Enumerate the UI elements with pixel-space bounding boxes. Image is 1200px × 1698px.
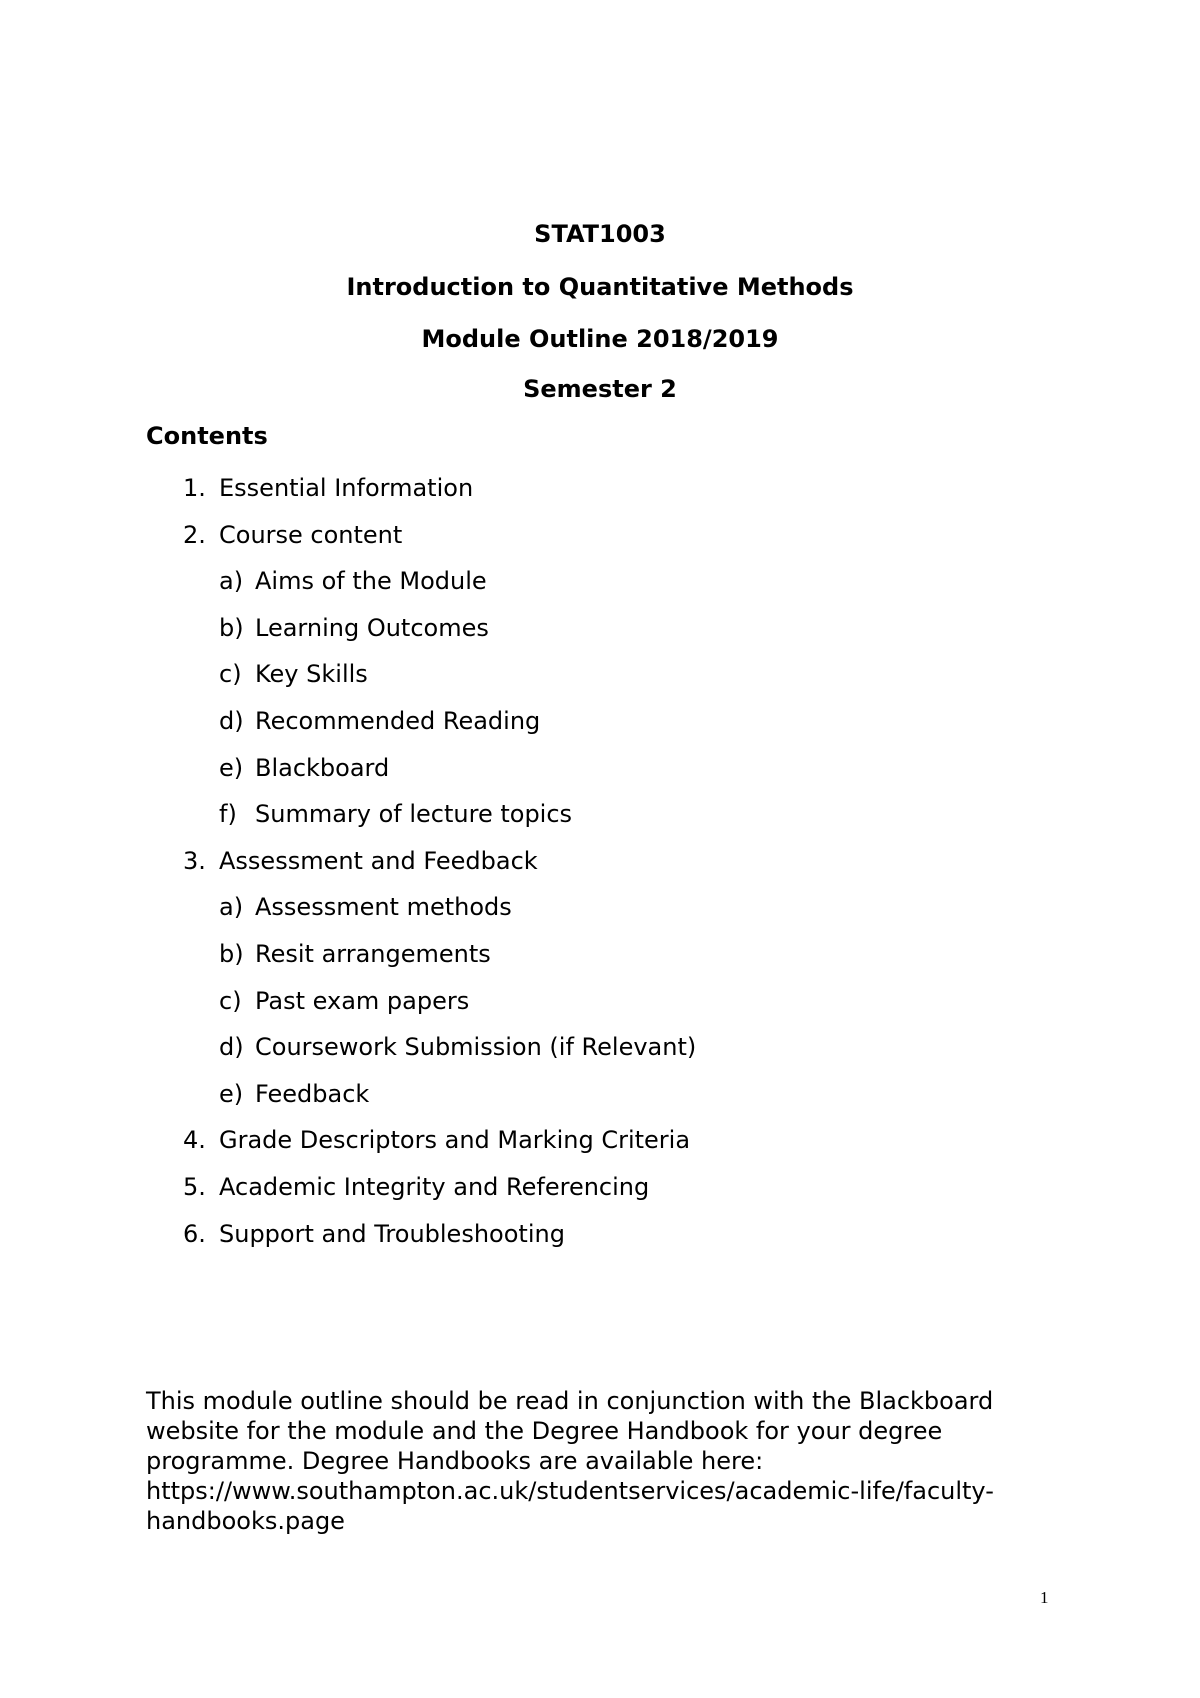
course-code: STAT1003 <box>534 220 666 248</box>
note-line: handbooks.page <box>146 1507 345 1535</box>
semester-label: Semester 2 <box>523 375 677 403</box>
toc-marker: 5. <box>183 1173 206 1201</box>
toc-marker: 1. <box>183 474 206 502</box>
toc-marker: 3. <box>183 847 206 875</box>
toc-text: Blackboard <box>255 754 390 782</box>
toc-marker: 4. <box>183 1126 206 1154</box>
toc-marker: c) <box>219 987 242 1015</box>
toc-marker: a) <box>219 893 244 921</box>
toc-text: Past exam papers <box>255 987 470 1015</box>
note-line: https://www.southampton.ac.uk/studentservices/academic-life/faculty- <box>146 1477 994 1505</box>
toc-marker: f) <box>219 800 237 828</box>
toc-text: Summary of lecture topics <box>255 800 573 828</box>
toc-marker: e) <box>219 1080 244 1108</box>
contents-heading: Contents <box>146 422 268 450</box>
toc-marker: d) <box>219 707 244 735</box>
toc-text: Feedback <box>255 1080 370 1108</box>
note-line: programme. Degree Handbooks are available here: <box>146 1447 764 1475</box>
toc-marker: 6. <box>183 1220 206 1248</box>
toc-text: Resit arrangements <box>255 940 491 968</box>
handbook-note <box>146 1386 1046 1536</box>
toc-marker: b) <box>219 940 244 968</box>
toc-text: Academic Integrity and Referencing <box>219 1173 650 1201</box>
toc-text: Recommended Reading <box>255 707 541 735</box>
toc-marker: c) <box>219 660 242 688</box>
toc-text: Assessment and Feedback <box>219 847 538 875</box>
toc-text: Course content <box>219 521 403 549</box>
toc-text: Learning Outcomes <box>255 614 489 642</box>
page-number: 1 <box>1040 1588 1049 1607</box>
note-line: website for the module and the Degree Handbook for your degree <box>146 1417 943 1445</box>
toc-text: Assessment methods <box>255 893 512 921</box>
course-title: Introduction to Quantitative Methods <box>346 273 854 301</box>
toc-text: Coursework Submission (if Relevant) <box>255 1033 697 1061</box>
note-line: This module outline should be read in conjunction with the Blackboard <box>146 1387 994 1415</box>
toc-text: Key Skills <box>255 660 368 688</box>
toc-marker: b) <box>219 614 244 642</box>
toc-text: Support and Troubleshooting <box>219 1220 565 1248</box>
toc-text: Grade Descriptors and Marking Criteria <box>219 1126 691 1154</box>
toc-marker: d) <box>219 1033 244 1061</box>
toc-text: Essential Information <box>219 474 474 502</box>
toc-marker: e) <box>219 754 244 782</box>
outline-title: Module Outline 2018/2019 <box>421 325 779 353</box>
toc-text: Aims of the Module <box>255 567 487 595</box>
toc-marker: a) <box>219 567 244 595</box>
toc-marker: 2. <box>183 521 206 549</box>
